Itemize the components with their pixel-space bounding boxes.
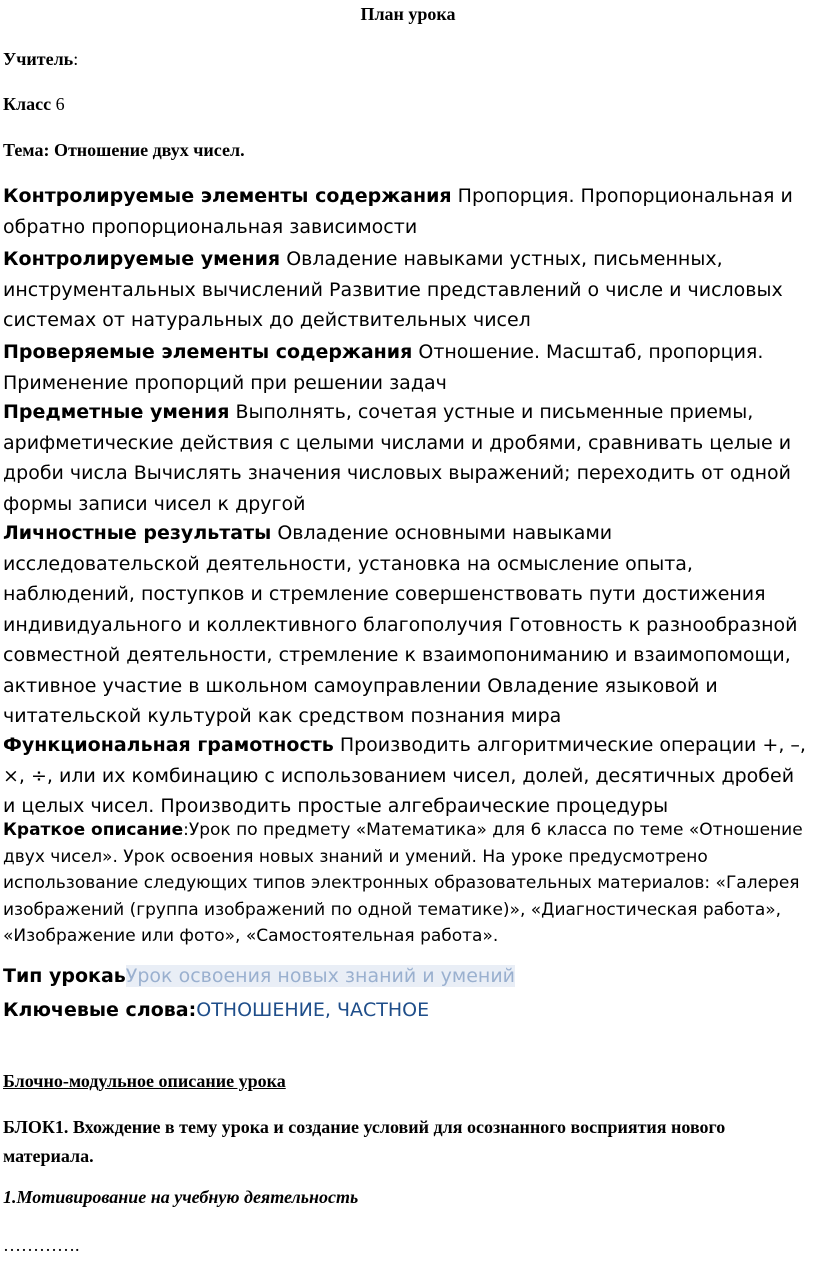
section-label: Личностные результаты xyxy=(3,522,272,544)
ellipsis-text: …………. xyxy=(3,1235,80,1255)
teacher-suffix: : xyxy=(73,49,79,69)
block1-heading xyxy=(3,1113,809,1171)
motivation-heading xyxy=(3,1187,358,1208)
ellipsis-line xyxy=(3,1235,80,1256)
section-text: Выполнять, сочетая устные и письменные приемы, арифметические действия с целыми числами и дробями, сравнивать целые и дроби числа Вычислять значения числовых выражений; переходить от одной формы записи чисел к другой xyxy=(3,401,792,515)
teacher-line xyxy=(3,49,78,70)
section-personal-results xyxy=(3,518,809,732)
section-text: Производить алгоритмические операции +, –, ×, ÷, или их комбинацию с использованием чисел, долей, десятичных дробей и целых чисел. Производить простые алгебраические процедуры xyxy=(3,734,806,817)
lesson-type-link[interactable]: Урок освоения новых знаний и умений xyxy=(125,965,516,987)
lesson-type-line xyxy=(3,961,809,992)
class-line xyxy=(3,94,65,115)
section-label: Проверяемые элементы содержания xyxy=(3,341,413,363)
section-text: Пропорция. Пропорциональная и обратно пропорциональная зависимости xyxy=(3,185,793,238)
block-description-title: Блочно-модульное описание урока xyxy=(3,1071,286,1091)
section-text: Овладение навыками устных, письменных, инструментальных вычислений Развитие представлений о числе и числовых системах от натуральных до действительных чисел xyxy=(3,248,783,331)
section-label: Контролируемые умения xyxy=(3,248,281,270)
section-controlled-skills xyxy=(3,244,809,336)
summary-text: :Урок по предмету «Математика» для 6 класса по теме «Отношение двух чисел». Урок освоения новых знаний и умений. На уроке предусмотрено использование следующих типов электронных образовательных материалов: «Галерея изображений (группа изображений по одной тематике)», «Диагностическая работа», «Изображение или фото», «Самостоятельная работа». xyxy=(3,820,803,946)
section-label: Предметные умения xyxy=(3,401,230,423)
keywords-line xyxy=(3,995,809,1026)
block1-text: БЛОК1. Вхождение в тему урока и создание условий для осознанного восприятия нового материала. xyxy=(3,1117,726,1166)
keywords-value[interactable]: ОТНОШЕНИЕ, ЧАСТНОЕ xyxy=(196,999,430,1021)
section-controlled-content xyxy=(3,181,809,242)
lesson-type-label: Тип урокаь xyxy=(3,965,126,987)
block-description-heading xyxy=(3,1071,286,1092)
keywords-label: Ключевые слова: xyxy=(3,999,197,1021)
topic-line xyxy=(3,140,245,161)
teacher-label: Учитель xyxy=(3,49,74,69)
topic-label: Тема: Отношение двух чисел. xyxy=(3,140,245,160)
class-label: Класс xyxy=(3,94,52,114)
summary-label: Краткое описание xyxy=(3,820,184,840)
page-title: План урока xyxy=(360,4,456,24)
section-text: Овладение основными навыками исследовательской деятельности, установка на осмысление опыта, наблюдений, поступков и стремление совершенствовать пути достижения индивидуального и коллективного благополучия Готовность к разнообразной совместной деятельности, стремление к взаимопониманию и взаимопомощи, активное участие в школьном самоуправлении Овладение языковой и читательской культурой как средством познания мира xyxy=(3,522,798,727)
section-label: Функциональная грамотность xyxy=(3,734,334,756)
class-value: 6 xyxy=(55,94,65,114)
motivation-text: 1.Мотивирование на учебную деятельность xyxy=(3,1187,359,1207)
section-text: Отношение. Масштаб, пропорция. Применение пропорций при решении задач xyxy=(3,341,764,394)
summary-paragraph xyxy=(3,817,809,950)
section-label: Контролируемые элементы содержания xyxy=(3,185,452,207)
section-checked-content xyxy=(3,337,809,398)
section-subject-skills xyxy=(3,397,809,519)
section-functional-literacy xyxy=(3,730,809,822)
